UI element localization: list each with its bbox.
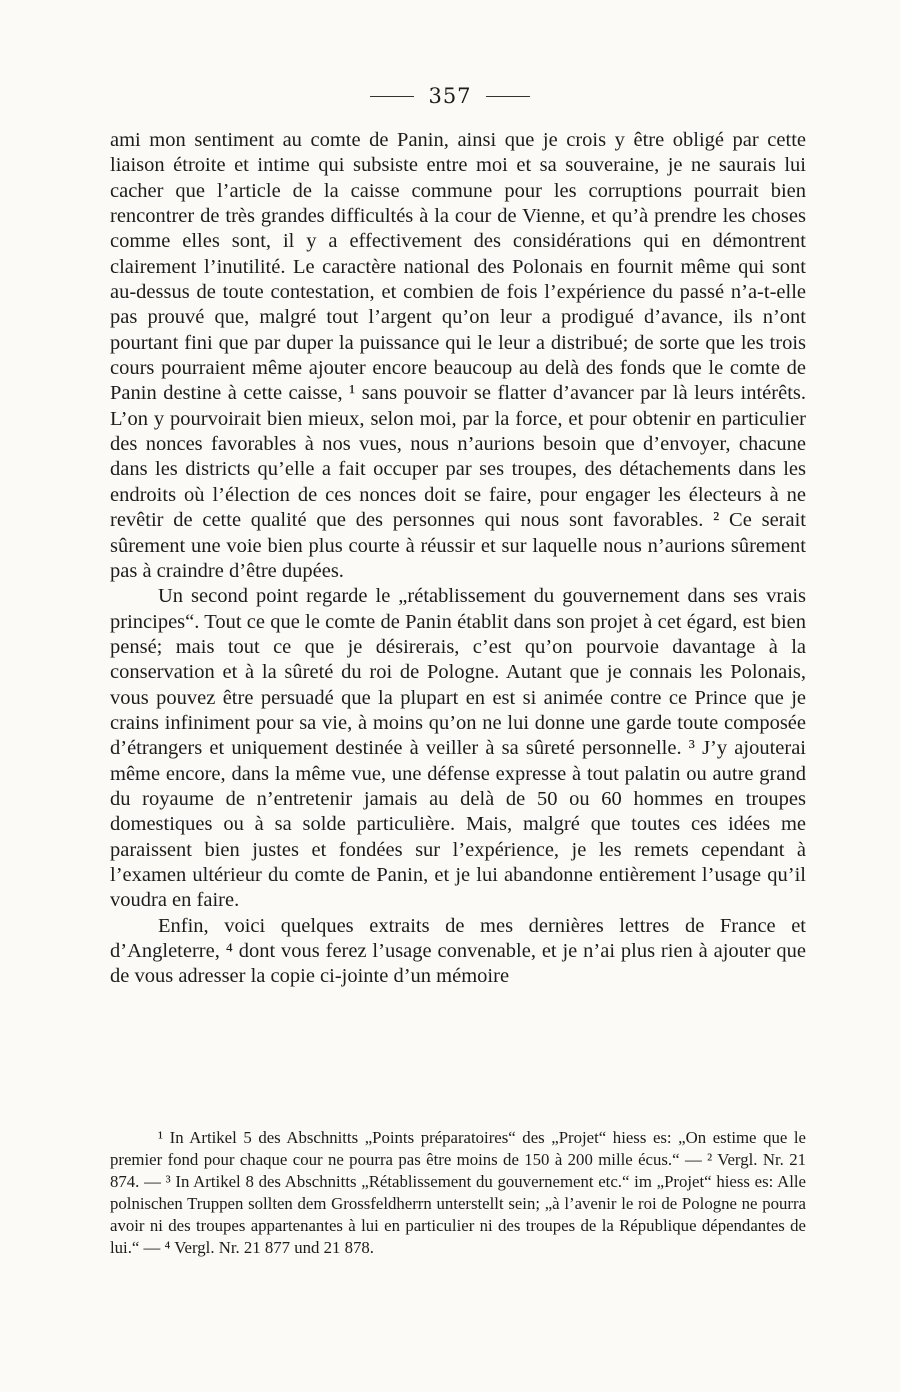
page-number: 357 [428,84,472,108]
paragraph-1: ami mon sentiment au comte de Panin, ainsi que je crois y être obligé par cette liaison étroite et intime qui subsiste entre moi et sa souveraine, je ne saurais lui cacher que l’article de la caisse commune pour les corruptions pourrait bien rencontrer de très grandes difficultés à la cour de Vienne, et qu’à prendre les choses comme elles sont, il y a effectivement des considérations qui en démontrent clairement l’inutilité. Le caractère national des Polonais en fournit même qui sont au-dessus de toute contestation, et combien de fois l’expérience du passé n’a-t-elle pas prouvé que, malgré tout l’argent qu’on leur a prodigué d’avance, ils n’ont pourtant fini que par duper la puissance qui le leur a distribué; de sorte que les trois cours pourraient même ajouter encore beaucoup au delà des fonds que le comte de Panin destine à cette caisse, ¹ sans pouvoir se flatter d’avancer par là leurs intérêts. L’on y pourvoirait bien mieux, selon moi, par la force, et pour obtenir en particulier des nonces favorables à nos vues, nous n’aurions besoin que d’envoyer, chacune dans les districts qu’elle a fait occuper par ses troupes, des détachements dans les endroits où l’élection de ces nonces doit se faire, pour engager les électeurs à ne revêtir de cette qualité que des personnes qui nous sont favorables. ² Ce serait sûrement une voie bien plus courte à réussir et sur laquelle nous n’aurions sûrement pas à craindre d’être dupées. [110,129,806,582]
paragraph-2: Un second point regarde le „rétablissement du gouvernement dans ses vrais principes“. Tout ce que le comte de Panin établit dans son projet à cet égard, est bien pensé; mais tout ce que je désirerais, c’est qu’on pourvoie davantage à la conservation et à la sûreté du roi de Pologne. Autant que je connais les Polonais, vous pouvez être persuadé que la plupart en est si animée contre ce Prince que je crains infiniment pour sa vie, à moins qu’on ne lui donne une garde toute composée d’étrangers et uniquement destinée à veiller à sa sûreté personnelle. ³ J’y ajouterai même encore, dans la même vue, une défense expresse à tout palatin ou autre grand du royaume de n’entretenir jamais au delà de 50 ou 60 hommes en troupes domestiques ou à sa solde particulière. Mais, malgré que toutes ces idées me paraissent bien justes et fondées sur l’expérience, je les remets cependant à l’examen ultérieur du comte de Panin, et je lui abandonne entièrement l’usage qu’il voudra en faire. [110,585,806,912]
paragraph-3: Enfin, voici quelques extraits de mes dernières lettres de France et d’Angleterre, ⁴ dont vous ferez l’usage convenable, et je n’ai plus rien à ajouter que de vous adresser la copie ci-jointe d’un mémoire [110,914,806,988]
header-rule-left [370,96,414,97]
page-header [0,84,900,108]
footnotes: ¹ In Artikel 5 des Abschnitts „Points préparatoires“ des „Projet“ hiess es: „On estime que le premier fond pour chaque cour ne pourra pas être moins de 150 à 200 mille écus.“ — ² Vergl. Nr. 21 874. — ³ In Artikel 8 des Abschnitts „Rétablissement du gouvernement etc.“ im „Projet“ hiess es: Alle polnischen Truppen sollten dem Grossfeldherrn unterstellt sein; „à l’avenir le roi de Pologne ne pourra avoir ni des troupes appartenantes à lui en particulier ni des troupes de la République dépendantes de lui.“ — ⁴ Vergl. Nr. 21 877 und 21 878. [110,1128,806,1257]
main-text [110,128,806,990]
header-rule-right [486,96,530,97]
